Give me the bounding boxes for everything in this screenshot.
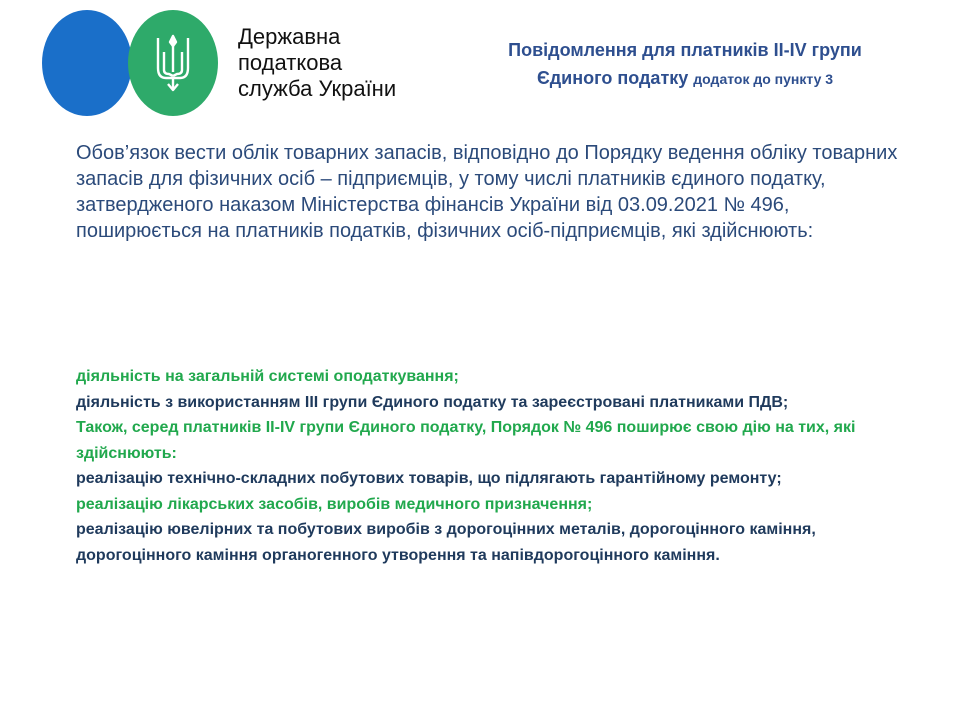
list-item: діяльність з використанням ІІІ групи Єдиного податку та зареєстровані платниками ПДВ; bbox=[76, 393, 789, 411]
activity-list bbox=[76, 364, 916, 568]
title-sub: додаток до пункту 3 bbox=[693, 71, 834, 87]
title-main: Єдиного податку bbox=[536, 68, 689, 88]
logo-blue-circle bbox=[42, 10, 132, 116]
list-item: Також, серед платників ІІ-ІV групи Єдиного податку, Порядок № 496 поширює свою дію на тих, які здійснюють: bbox=[76, 419, 856, 462]
title-line-1: Повідомлення для платників ІІ-ІV групи bbox=[508, 40, 862, 60]
list-item: реалізацію лікарських засобів, виробів медичного призначення; bbox=[76, 495, 593, 513]
title-line-2 bbox=[430, 64, 940, 93]
list-item: діяльність на загальній системі оподаткування; bbox=[76, 368, 459, 385]
intro-paragraph: Обов’язок вести облік товарних запасів, відповідно до Порядку ведення обліку товарних запасів для фізичних осіб – підприємців, у тому числі платників єдиного податку, затвердженого наказом Міністерства фінансів України від 03.09.2021 № 496, поширюється на платників податків, фізичних осіб-підприємців, які здійснюють: bbox=[76, 142, 898, 242]
list-item: реалізацію ювелірних та побутових виробів з дорогоцінних металів, дорогоцінного каміння, дорогоцінного каміння органогенного утворення та напівдорогоцінного каміння. bbox=[76, 521, 816, 564]
org-name: Державна податкова служба України bbox=[238, 24, 397, 101]
trident-icon bbox=[152, 32, 194, 94]
list-item: реалізацію технічно-складних побутових товарів, що підлягають гарантійному ремонту; bbox=[76, 470, 782, 487]
page-title bbox=[430, 36, 940, 93]
dps-logo bbox=[40, 10, 420, 118]
